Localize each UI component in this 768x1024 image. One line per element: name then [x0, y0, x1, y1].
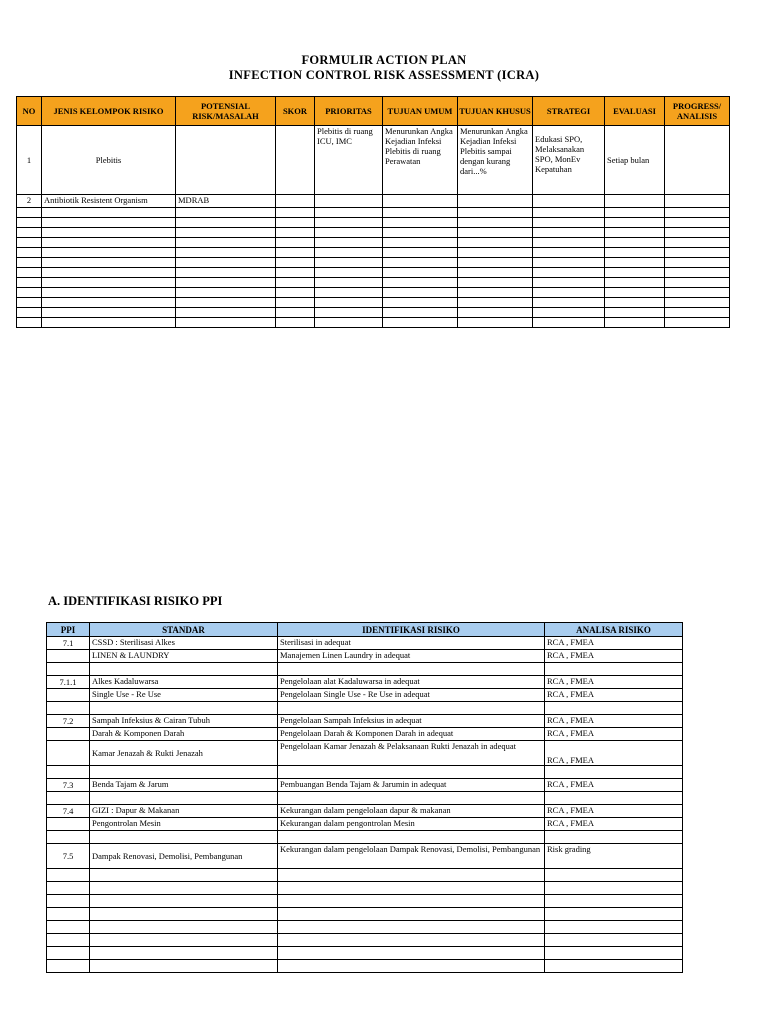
- table-cell: [545, 766, 683, 779]
- table-cell: [42, 218, 176, 228]
- table-cell: [665, 288, 730, 298]
- table-cell: [605, 278, 665, 288]
- table-cell: [665, 268, 730, 278]
- table-cell: [383, 248, 458, 258]
- table-cell: [176, 218, 276, 228]
- table-cell: [315, 308, 383, 318]
- table-cell: [278, 882, 545, 895]
- table-cell: [17, 268, 42, 278]
- table-row: [47, 676, 683, 689]
- table-cell: [545, 921, 683, 934]
- table-cell: Plebitis: [42, 126, 176, 195]
- table-cell: [605, 318, 665, 328]
- ppi-header-row: [47, 623, 683, 637]
- table-cell: [176, 268, 276, 278]
- table-cell: Darah & Komponen Darah: [90, 728, 278, 741]
- plan-header-cell: PROGRESS/ ANALISIS: [665, 97, 730, 126]
- table-cell: [545, 869, 683, 882]
- table-cell: [47, 869, 90, 882]
- table-cell: Pengelolaan Single Use - Re Use in adequat: [278, 689, 545, 702]
- table-cell: [315, 228, 383, 238]
- table-cell: [458, 298, 533, 308]
- table-cell: [315, 248, 383, 258]
- table-cell: [533, 308, 605, 318]
- table-cell: [383, 258, 458, 268]
- table-cell: Sampah Infeksius & Cairan Tubuh: [90, 715, 278, 728]
- table-row: [47, 715, 683, 728]
- table-cell: [458, 318, 533, 328]
- table-cell: [533, 248, 605, 258]
- table-cell: [276, 298, 315, 308]
- table-cell: [90, 934, 278, 947]
- table-cell: [315, 208, 383, 218]
- table-cell: [47, 921, 90, 934]
- table-row: [47, 689, 683, 702]
- plan-header-cell: TUJUAN KHUSUS: [458, 97, 533, 126]
- table-cell: RCA , FMEA: [545, 689, 683, 702]
- table-row: [47, 818, 683, 831]
- table-cell: Risk grading: [545, 844, 683, 869]
- table-cell: [90, 702, 278, 715]
- table-cell: [47, 908, 90, 921]
- table-cell: [458, 228, 533, 238]
- table-cell: [665, 195, 730, 208]
- table-row: [17, 195, 730, 208]
- table-cell: [17, 298, 42, 308]
- table-cell: [47, 792, 90, 805]
- table-cell: [47, 689, 90, 702]
- empty-row: [17, 268, 730, 278]
- table-cell: [278, 921, 545, 934]
- table-row: [17, 126, 730, 195]
- table-cell: [383, 228, 458, 238]
- table-cell: [47, 831, 90, 844]
- table-cell: Kekurangan dalam pengontrolan Mesin: [278, 818, 545, 831]
- table-cell: Pengelolaan Kamar Jenazah & Pelaksanaan Rukti Jenazah in adequat: [278, 741, 545, 766]
- table-cell: [90, 895, 278, 908]
- table-cell: [545, 792, 683, 805]
- table-cell: [90, 663, 278, 676]
- table-cell: [545, 908, 683, 921]
- table-row: [47, 663, 683, 676]
- table-cell: [276, 308, 315, 318]
- table-row: [47, 650, 683, 663]
- table-cell: Setiap bulan: [605, 126, 665, 195]
- table-cell: [605, 308, 665, 318]
- table-cell: [383, 268, 458, 278]
- table-cell: [458, 195, 533, 208]
- table-cell: [665, 228, 730, 238]
- table-row: [47, 766, 683, 779]
- table-cell: RCA , FMEA: [545, 818, 683, 831]
- table-cell: [545, 934, 683, 947]
- table-cell: [90, 921, 278, 934]
- empty-row: [47, 895, 683, 908]
- table-cell: 7.2: [47, 715, 90, 728]
- table-cell: [383, 238, 458, 248]
- table-cell: [176, 228, 276, 238]
- table-row: [47, 792, 683, 805]
- empty-row: [17, 208, 730, 218]
- table-cell: Antibiotik Resistent Organism: [42, 195, 176, 208]
- table-cell: RCA , FMEA: [545, 637, 683, 650]
- table-cell: Manajemen Linen Laundry in adequat: [278, 650, 545, 663]
- table-cell: Menurunkan Angka Kejadian Infeksi Plebitis sampai dengan kurang dari...%: [458, 126, 533, 195]
- table-cell: [278, 792, 545, 805]
- table-cell: [276, 258, 315, 268]
- table-cell: [47, 663, 90, 676]
- table-cell: RCA , FMEA: [545, 805, 683, 818]
- table-cell: [458, 288, 533, 298]
- table-cell: [176, 238, 276, 248]
- form-title: FORMULIR ACTION PLAN: [301, 53, 467, 67]
- table-cell: [665, 208, 730, 218]
- table-cell: RCA , FMEA: [545, 650, 683, 663]
- table-cell: [17, 238, 42, 248]
- table-cell: Dampak Renovasi, Demolisi, Pembangunan: [90, 844, 278, 869]
- table-cell: [276, 195, 315, 208]
- table-cell: [42, 308, 176, 318]
- empty-row: [47, 908, 683, 921]
- table-cell: [545, 663, 683, 676]
- empty-row: [17, 228, 730, 238]
- table-cell: [47, 934, 90, 947]
- table-row: [47, 637, 683, 650]
- empty-row: [47, 921, 683, 934]
- empty-row: [17, 258, 730, 268]
- table-cell: [278, 831, 545, 844]
- table-cell: [42, 228, 176, 238]
- table-cell: [47, 818, 90, 831]
- table-cell: Pengelolaan alat Kadaluwarsa in adequat: [278, 676, 545, 689]
- table-cell: [276, 278, 315, 288]
- table-cell: [533, 298, 605, 308]
- table-cell: [533, 288, 605, 298]
- table-cell: [315, 258, 383, 268]
- table-cell: [458, 278, 533, 288]
- table-cell: Alkes Kadaluwarsa: [90, 676, 278, 689]
- table-cell: [17, 318, 42, 328]
- table-cell: [176, 208, 276, 218]
- table-cell: [276, 218, 315, 228]
- table-cell: [47, 947, 90, 960]
- table-cell: [90, 792, 278, 805]
- table-cell: [278, 934, 545, 947]
- table-cell: [533, 195, 605, 208]
- table-cell: [665, 308, 730, 318]
- table-cell: [533, 278, 605, 288]
- table-cell: RCA , FMEA: [545, 741, 683, 766]
- table-cell: [533, 208, 605, 218]
- table-cell: [605, 268, 665, 278]
- table-cell: [315, 278, 383, 288]
- table-cell: [276, 248, 315, 258]
- table-cell: [176, 288, 276, 298]
- table-cell: [47, 728, 90, 741]
- table-cell: 2: [17, 195, 42, 208]
- table-cell: [276, 238, 315, 248]
- plan-header-cell: EVALUASI: [605, 97, 665, 126]
- table-cell: [278, 766, 545, 779]
- table-cell: [665, 218, 730, 228]
- table-cell: [665, 248, 730, 258]
- table-cell: [315, 318, 383, 328]
- table-row: [47, 805, 683, 818]
- table-cell: [383, 218, 458, 228]
- table-cell: CSSD : Sterilisasi Alkes: [90, 637, 278, 650]
- empty-row: [47, 934, 683, 947]
- table-cell: [315, 238, 383, 248]
- table-cell: [90, 882, 278, 895]
- table-cell: [278, 947, 545, 960]
- table-cell: [605, 248, 665, 258]
- table-cell: [545, 960, 683, 973]
- table-row: [47, 844, 683, 869]
- table-cell: [276, 318, 315, 328]
- table-cell: [90, 960, 278, 973]
- table-cell: [383, 288, 458, 298]
- table-cell: [533, 218, 605, 228]
- table-cell: [278, 869, 545, 882]
- table-cell: [278, 663, 545, 676]
- table-cell: MDRAB: [176, 195, 276, 208]
- table-cell: [545, 702, 683, 715]
- ppi-header-cell: STANDAR: [90, 623, 278, 637]
- table-cell: [47, 960, 90, 973]
- table-cell: [605, 208, 665, 218]
- plan-header-cell: TUJUAN UMUM: [383, 97, 458, 126]
- plan-header-cell: STRATEGI: [533, 97, 605, 126]
- table-cell: [383, 298, 458, 308]
- table-cell: [276, 228, 315, 238]
- table-cell: [605, 258, 665, 268]
- table-cell: [605, 228, 665, 238]
- table-row: [47, 702, 683, 715]
- table-cell: [176, 298, 276, 308]
- table-cell: [47, 766, 90, 779]
- table-cell: [458, 308, 533, 318]
- table-cell: Pembuangan Benda Tajam & Jarumin in adequat: [278, 779, 545, 792]
- table-cell: [533, 238, 605, 248]
- table-cell: [17, 288, 42, 298]
- table-cell: GIZI : Dapur & Makanan: [90, 805, 278, 818]
- table-cell: Plebitis di ruang ICU, IMC: [315, 126, 383, 195]
- action-plan-header-row: [17, 97, 730, 126]
- table-cell: [90, 908, 278, 921]
- table-cell: [605, 288, 665, 298]
- table-cell: [665, 298, 730, 308]
- ppi-header-cell: IDENTIFIKASI RISIKO: [278, 623, 545, 637]
- empty-row: [17, 238, 730, 248]
- table-cell: 1: [17, 126, 42, 195]
- ppi-header-cell: ANALISA RISIKO: [545, 623, 683, 637]
- table-cell: 7.1: [47, 637, 90, 650]
- table-cell: Edukasi SPO, Melaksanakan SPO, MonEv Kepatuhan: [533, 126, 605, 195]
- table-cell: [665, 238, 730, 248]
- empty-row: [17, 318, 730, 328]
- table-cell: [315, 218, 383, 228]
- table-cell: [42, 248, 176, 258]
- table-cell: [315, 288, 383, 298]
- table-cell: [315, 268, 383, 278]
- table-cell: RCA , FMEA: [545, 728, 683, 741]
- table-cell: [42, 288, 176, 298]
- table-cell: [42, 318, 176, 328]
- plan-header-cell: SKOR: [276, 97, 315, 126]
- table-cell: [42, 298, 176, 308]
- plan-header-cell: POTENSIAL RISK/MASALAH: [176, 97, 276, 126]
- table-cell: [276, 208, 315, 218]
- table-cell: [533, 268, 605, 278]
- table-cell: [545, 882, 683, 895]
- empty-row: [17, 298, 730, 308]
- table-cell: [42, 238, 176, 248]
- table-cell: LINEN & LAUNDRY: [90, 650, 278, 663]
- table-cell: [47, 702, 90, 715]
- empty-row: [17, 308, 730, 318]
- action-plan-table: [16, 96, 730, 328]
- table-cell: [17, 308, 42, 318]
- table-cell: Pengontrolan Mesin: [90, 818, 278, 831]
- table-row: [47, 831, 683, 844]
- table-cell: 7.3: [47, 779, 90, 792]
- empty-row: [47, 882, 683, 895]
- table-cell: [42, 258, 176, 268]
- table-cell: [47, 650, 90, 663]
- empty-row: [47, 869, 683, 882]
- table-cell: [383, 318, 458, 328]
- table-cell: [533, 258, 605, 268]
- table-cell: 7.4: [47, 805, 90, 818]
- table-cell: [533, 318, 605, 328]
- table-cell: [665, 258, 730, 268]
- table-cell: [665, 278, 730, 288]
- table-cell: [665, 126, 730, 195]
- table-cell: [90, 947, 278, 960]
- table-cell: RCA , FMEA: [545, 676, 683, 689]
- table-cell: Sterilisasi in adequat: [278, 637, 545, 650]
- table-cell: [315, 298, 383, 308]
- table-cell: [17, 248, 42, 258]
- table-cell: [17, 258, 42, 268]
- section-title: A. IDENTIFIKASI RISIKO PPI: [48, 594, 223, 608]
- table-cell: [545, 895, 683, 908]
- table-cell: [278, 895, 545, 908]
- table-cell: [276, 126, 315, 195]
- table-cell: RCA , FMEA: [545, 715, 683, 728]
- table-cell: [47, 741, 90, 766]
- table-cell: [458, 268, 533, 278]
- table-cell: [176, 308, 276, 318]
- table-cell: [278, 960, 545, 973]
- plan-header-cell: NO: [17, 97, 42, 126]
- table-cell: Single Use - Re Use: [90, 689, 278, 702]
- table-row: [47, 741, 683, 766]
- table-cell: [17, 228, 42, 238]
- plan-header-cell: JENIS KELOMPOK RISIKO: [42, 97, 176, 126]
- table-cell: Menurunkan Angka Kejadian Infeksi Plebitis di ruang Perawatan: [383, 126, 458, 195]
- table-cell: [545, 947, 683, 960]
- empty-row: [47, 960, 683, 973]
- table-cell: [605, 238, 665, 248]
- empty-row: [17, 248, 730, 258]
- table-cell: [533, 228, 605, 238]
- table-cell: Pengelolaan Sampah Infeksius in adequat: [278, 715, 545, 728]
- ppi-header-cell: PPI: [47, 623, 90, 637]
- table-cell: [315, 195, 383, 208]
- table-cell: Kekurangan dalam pengelolaan Dampak Renovasi, Demolisi, Pembangunan: [278, 844, 545, 869]
- empty-row: [17, 288, 730, 298]
- table-cell: [176, 126, 276, 195]
- table-cell: [90, 831, 278, 844]
- table-cell: [383, 308, 458, 318]
- table-cell: Kamar Jenazah & Rukti Jenazah: [90, 741, 278, 766]
- form-subtitle: INFECTION CONTROL RISK ASSESSMENT (ICRA): [228, 68, 540, 82]
- table-cell: [90, 869, 278, 882]
- table-cell: [176, 248, 276, 258]
- table-cell: [42, 278, 176, 288]
- table-cell: [276, 268, 315, 278]
- ppi-risk-table: [46, 622, 683, 973]
- table-row: [47, 728, 683, 741]
- table-cell: [47, 882, 90, 895]
- table-cell: [42, 268, 176, 278]
- table-cell: Kekurangan dalam pengelolaan dapur & makanan: [278, 805, 545, 818]
- table-cell: [90, 766, 278, 779]
- table-cell: RCA , FMEA: [545, 779, 683, 792]
- empty-row: [47, 947, 683, 960]
- table-cell: [276, 288, 315, 298]
- table-cell: Pengelolaan Darah & Komponen Darah in adequat: [278, 728, 545, 741]
- table-cell: [545, 831, 683, 844]
- empty-row: [17, 278, 730, 288]
- table-cell: [383, 278, 458, 288]
- table-cell: 7.5: [47, 844, 90, 869]
- table-cell: [458, 218, 533, 228]
- table-cell: [383, 208, 458, 218]
- table-cell: [17, 218, 42, 228]
- table-cell: [458, 248, 533, 258]
- table-cell: [17, 208, 42, 218]
- table-cell: [176, 318, 276, 328]
- table-cell: [383, 195, 458, 208]
- table-cell: [665, 318, 730, 328]
- table-cell: 7.1.1: [47, 676, 90, 689]
- table-cell: [17, 278, 42, 288]
- table-cell: [176, 258, 276, 268]
- table-cell: [458, 258, 533, 268]
- table-cell: [278, 702, 545, 715]
- table-row: [47, 779, 683, 792]
- table-cell: [47, 895, 90, 908]
- table-cell: [278, 908, 545, 921]
- table-cell: [176, 278, 276, 288]
- table-cell: Benda Tajam & Jarum: [90, 779, 278, 792]
- table-cell: [458, 208, 533, 218]
- empty-row: [17, 218, 730, 228]
- table-cell: [458, 238, 533, 248]
- table-cell: [605, 298, 665, 308]
- plan-header-cell: PRIORITAS: [315, 97, 383, 126]
- table-cell: [605, 218, 665, 228]
- table-cell: [42, 208, 176, 218]
- table-cell: [605, 195, 665, 208]
